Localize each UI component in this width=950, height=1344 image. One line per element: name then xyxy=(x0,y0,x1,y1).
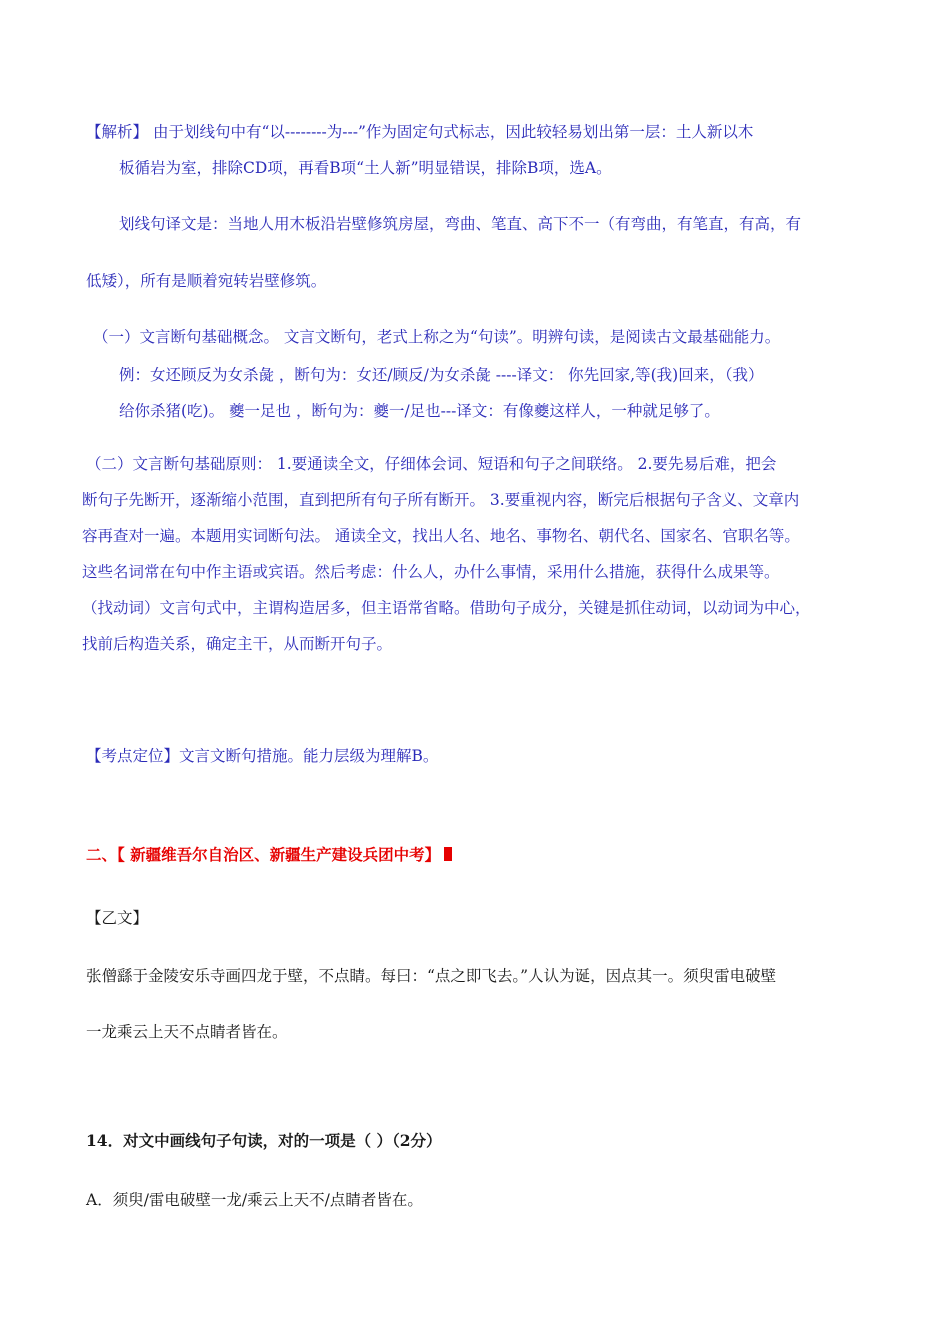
yiwen-label: 【乙文】 xyxy=(86,909,149,927)
section1-line-2: 例：女还顾反为女杀彘 ，断句为：女还/顾反/为女杀彘 ----译文： 你先回家,等(我)回来，（我） xyxy=(119,366,764,384)
question-14: 14．对文中画线句子句读，对的一项是（ ）（2分） xyxy=(86,1131,442,1150)
option-a: A．须臾/雷电破壁一龙/乘云上天不/点睛者皆在。 xyxy=(86,1191,423,1209)
analysis-text-1: 由于划线句中有“以--------为---”作为固定句式标志，因此较轻易划出第一层：土人新以木 xyxy=(152,123,754,141)
analysis-line-1 xyxy=(86,122,753,142)
analysis-line-2: 板循岩为室，排除CD项，再看B项“土人新”明显错误，排除B项，选A。 xyxy=(119,159,612,177)
section1-line-3: 给你杀猪(吃)。 夔一足也 ，断句为：夔一/足也---译文：有像夔这样人，一种就足够了。 xyxy=(119,402,720,420)
section2-line-2: 断句子先断开，逐渐缩小范围，直到把所有句子所有断开。 3.要重视内容，断完后根据句子含义、文章内 xyxy=(82,491,800,509)
translation-line-2: 低矮），所有是顺着宛转岩壁修筑。 xyxy=(86,272,327,290)
section2-line-3: 容再查对一遍。本题用实词断句法。 通读全文，找出人名、地名、事物名、朝代名、国家名、官职名等。 xyxy=(82,527,800,545)
heading-mark-icon xyxy=(444,847,452,861)
section1-line-1: （一）文言断句基础概念。 文言文断句，老式上称之为“句读”。明辨句读，是阅读古文最基础能力。 xyxy=(93,328,781,346)
part2-heading-row xyxy=(86,845,452,865)
translation-line-1: 划线句译文是：当地人用木板沿岩壁修筑房屋，弯曲、笔直、高下不一（有弯曲，有笔直，有高，有 xyxy=(119,215,802,233)
passage-line-1: 张僧繇于金陵安乐寺画四龙于壁，不点睛。每曰：“点之即飞去。”人认为诞，因点其一。须臾雷电破壁 xyxy=(86,967,777,985)
kaodian-line: 【考点定位】文言文断句措施。能力层级为理解B。 xyxy=(86,747,439,765)
section2-line-5: （找动词）文言句式中，主谓构造居多，但主语常省略。借助句子成分，关键是抓住动词，以动词为中心， xyxy=(82,599,811,617)
section2-line-1: （二）文言断句基础原则： 1.要通读全文，仔细体会词、短语和句子之间联络。 2.要先易后难，把会 xyxy=(86,455,777,473)
part2-heading: 二、【 新疆维吾尔自治区、新疆生产建设兵团中考】 xyxy=(86,845,441,864)
analysis-label: 【解析】 xyxy=(86,123,149,141)
section2-line-6: 找前后构造关系，确定主干，从而断开句子。 xyxy=(82,635,393,653)
section2-line-4: 这些名词常在句中作主语或宾语。然后考虑：什么人，办什么事情，采用什么措施，获得什么成果等。 xyxy=(82,563,780,581)
passage-line-2: 一龙乘云上天不点睛者皆在。 xyxy=(86,1023,288,1041)
